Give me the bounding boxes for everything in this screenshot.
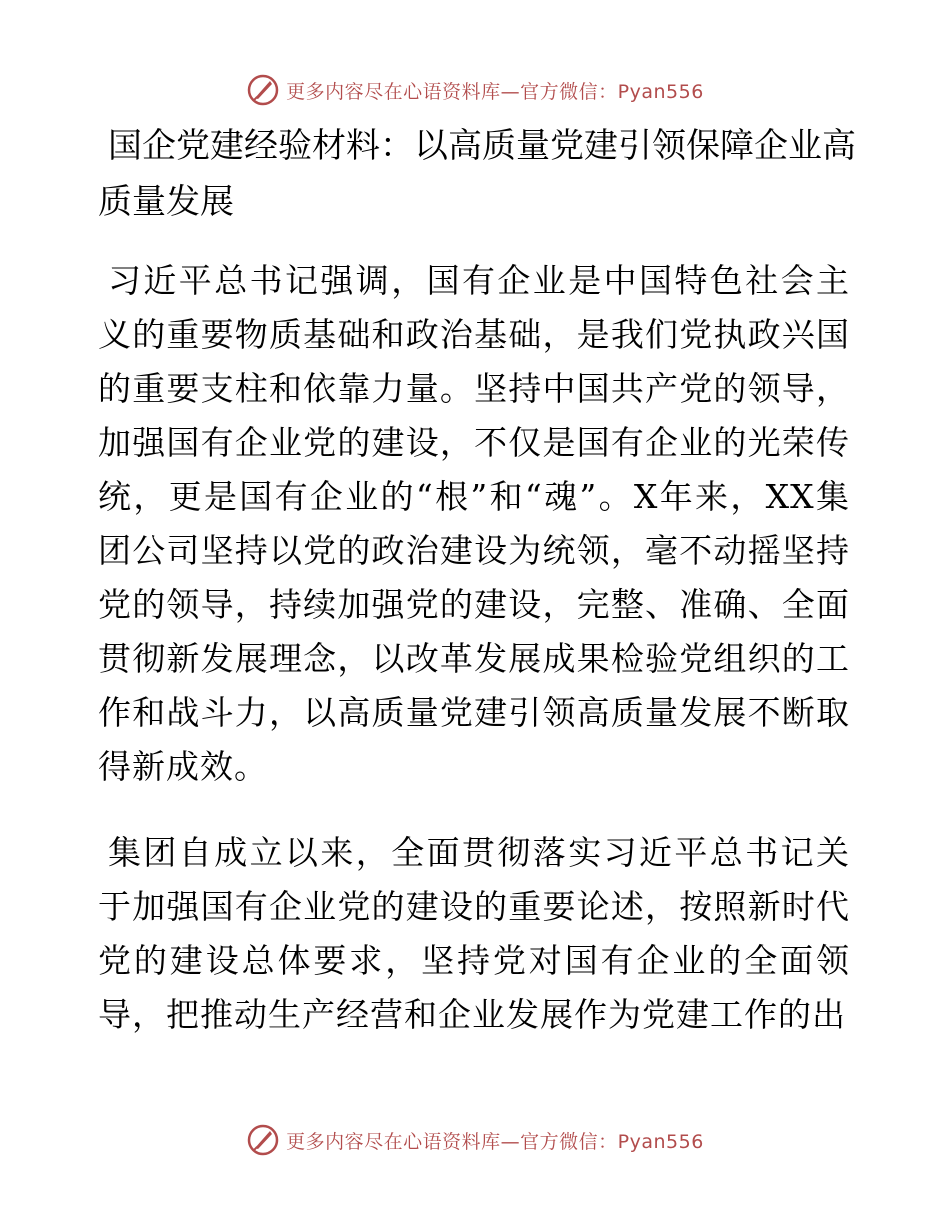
watermark-text: 更多内容尽在心语资料库—官方微信：Pyan556	[286, 80, 704, 103]
document-title: 国企党建经验材料：以高质量党建引领保障企业高质量发展	[98, 126, 856, 222]
feather-pen-logo-icon	[246, 73, 280, 107]
paragraph-1: 习近平总书记强调，国有企业是中国特色社会主义的重要物质基础和政治基础，是我们党执政兴国的重要支柱和依靠力量。坚持中国共产党的领导，加强国有企业党的建设，不仅是国有企业的光荣传统，更是国有企业的“根”和“魂”。X年来，XX集团公司坚持以党的政治建设为统领，毫不动摇坚持党的领导，持续加强党的建设，完整、准确、全面贯彻新发展理念，以改革发展成果检验党组织的工作和战斗力，以高质量党建引领高质量发展不断取得新成效。	[98, 261, 850, 786]
footer-watermark	[0, 1120, 950, 1160]
watermark-text: 更多内容尽在心语资料库—官方微信：Pyan556	[286, 1130, 704, 1153]
paragraph-2: 集团自成立以来，全面贯彻落实习近平总书记关于加强国有企业党的建设的重要论述，按照新时代党的建设总体要求，坚持党对国有企业的全面领导，把推动生产经营和企业发展作为党建工作的出	[98, 833, 850, 1034]
feather-pen-logo-icon	[246, 1123, 280, 1157]
header-watermark	[0, 70, 950, 110]
